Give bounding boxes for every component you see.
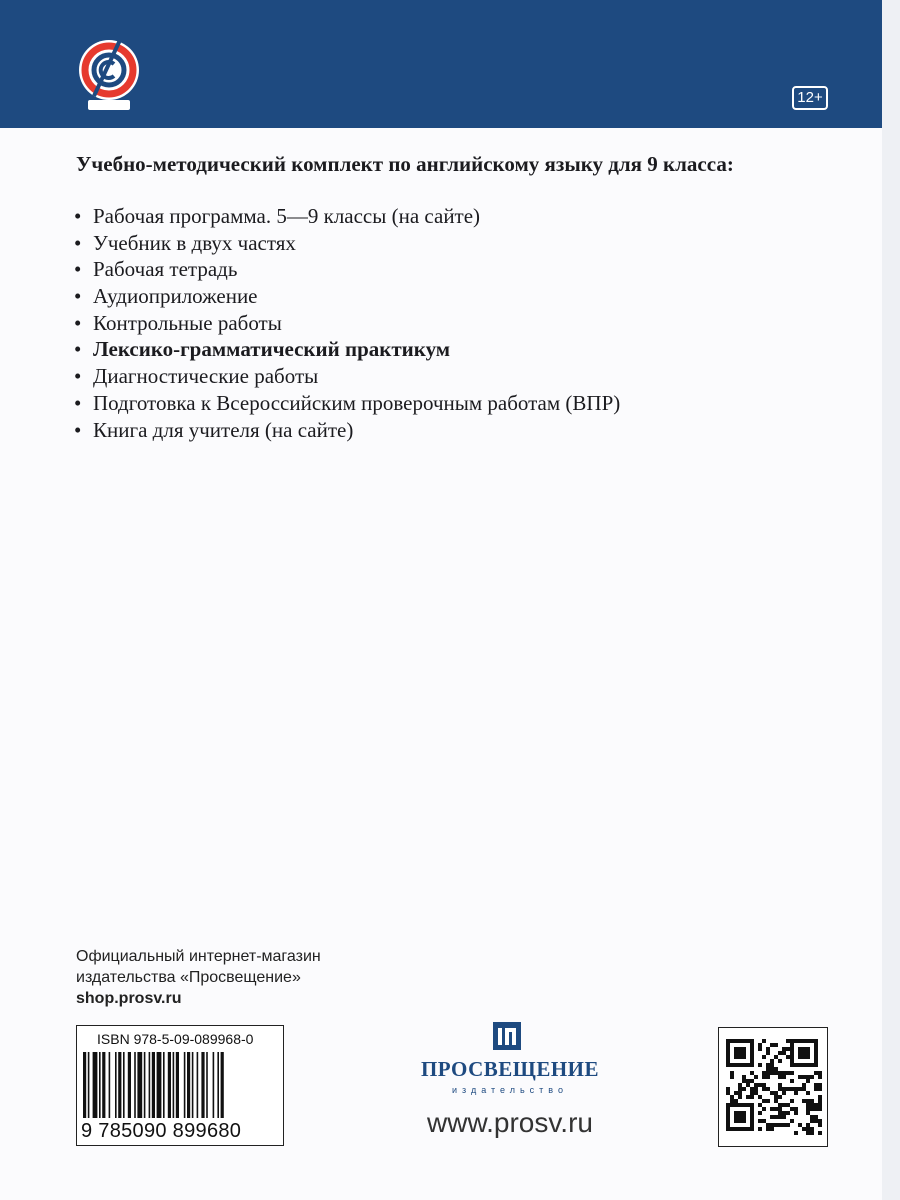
bullet-icon: •: [74, 417, 82, 442]
list-item-highlighted: • Лексико-грамматический практикум: [74, 337, 451, 362]
publisher-block: [400, 1015, 620, 1155]
bullet-icon: •: [74, 364, 82, 389]
list-item: • Книга для учителя (на сайте): [74, 417, 354, 442]
shop-link[interactable]: shop.prosv.ru: [76, 990, 182, 1007]
publisher-subtitle: издательство: [452, 1085, 568, 1095]
list-item: • Аудиоприложение: [74, 284, 258, 309]
qr-code-icon: [726, 1039, 822, 1135]
bullet-icon: •: [74, 284, 82, 309]
list-item: • Учебник в двух частях: [74, 230, 296, 255]
barcode-bars: [83, 1052, 277, 1118]
qr-code[interactable]: [718, 1027, 828, 1147]
bullet-icon: •: [74, 230, 82, 255]
list-item: • Диагностические работы: [74, 364, 319, 389]
barcode-digits: 9 785090 899680: [81, 1120, 242, 1142]
list-item: • Контрольные работы: [74, 310, 282, 335]
age-rating-badge: 12+: [792, 86, 828, 110]
top-banner: [0, 0, 882, 128]
shop-line-2: издательства «Просвещение»: [76, 969, 301, 986]
shop-info: [76, 946, 321, 1009]
kit-heading: Учебно-методический комплект по английскому языку для 9 класса:: [76, 152, 734, 176]
list-item: • Рабочая тетрадь: [74, 257, 238, 282]
publisher-emblem-icon: [72, 34, 146, 116]
list-item: • Рабочая программа. 5—9 классы (на сайте): [74, 204, 481, 228]
bullet-icon: •: [74, 390, 82, 415]
kit-list: [74, 203, 620, 443]
page-edge: [882, 0, 900, 1200]
bullet-icon: •: [74, 337, 82, 362]
bullet-icon: •: [74, 204, 82, 228]
isbn-barcode: [76, 1025, 284, 1146]
list-item: • Подготовка к Всероссийским проверочным работам (ВПР): [74, 390, 621, 415]
publisher-website-link[interactable]: www.prosv.ru: [427, 1107, 593, 1138]
isbn-label: ISBN 978-5-09-089968-0: [97, 1031, 254, 1047]
publisher-mark-icon: [492, 1021, 522, 1051]
bullet-icon: •: [74, 310, 82, 335]
shop-line-1: Официальный интернет-магазин: [76, 948, 321, 965]
bullet-icon: •: [74, 257, 82, 282]
publisher-name: ПРОСВЕЩЕНИЕ: [420, 1057, 600, 1081]
